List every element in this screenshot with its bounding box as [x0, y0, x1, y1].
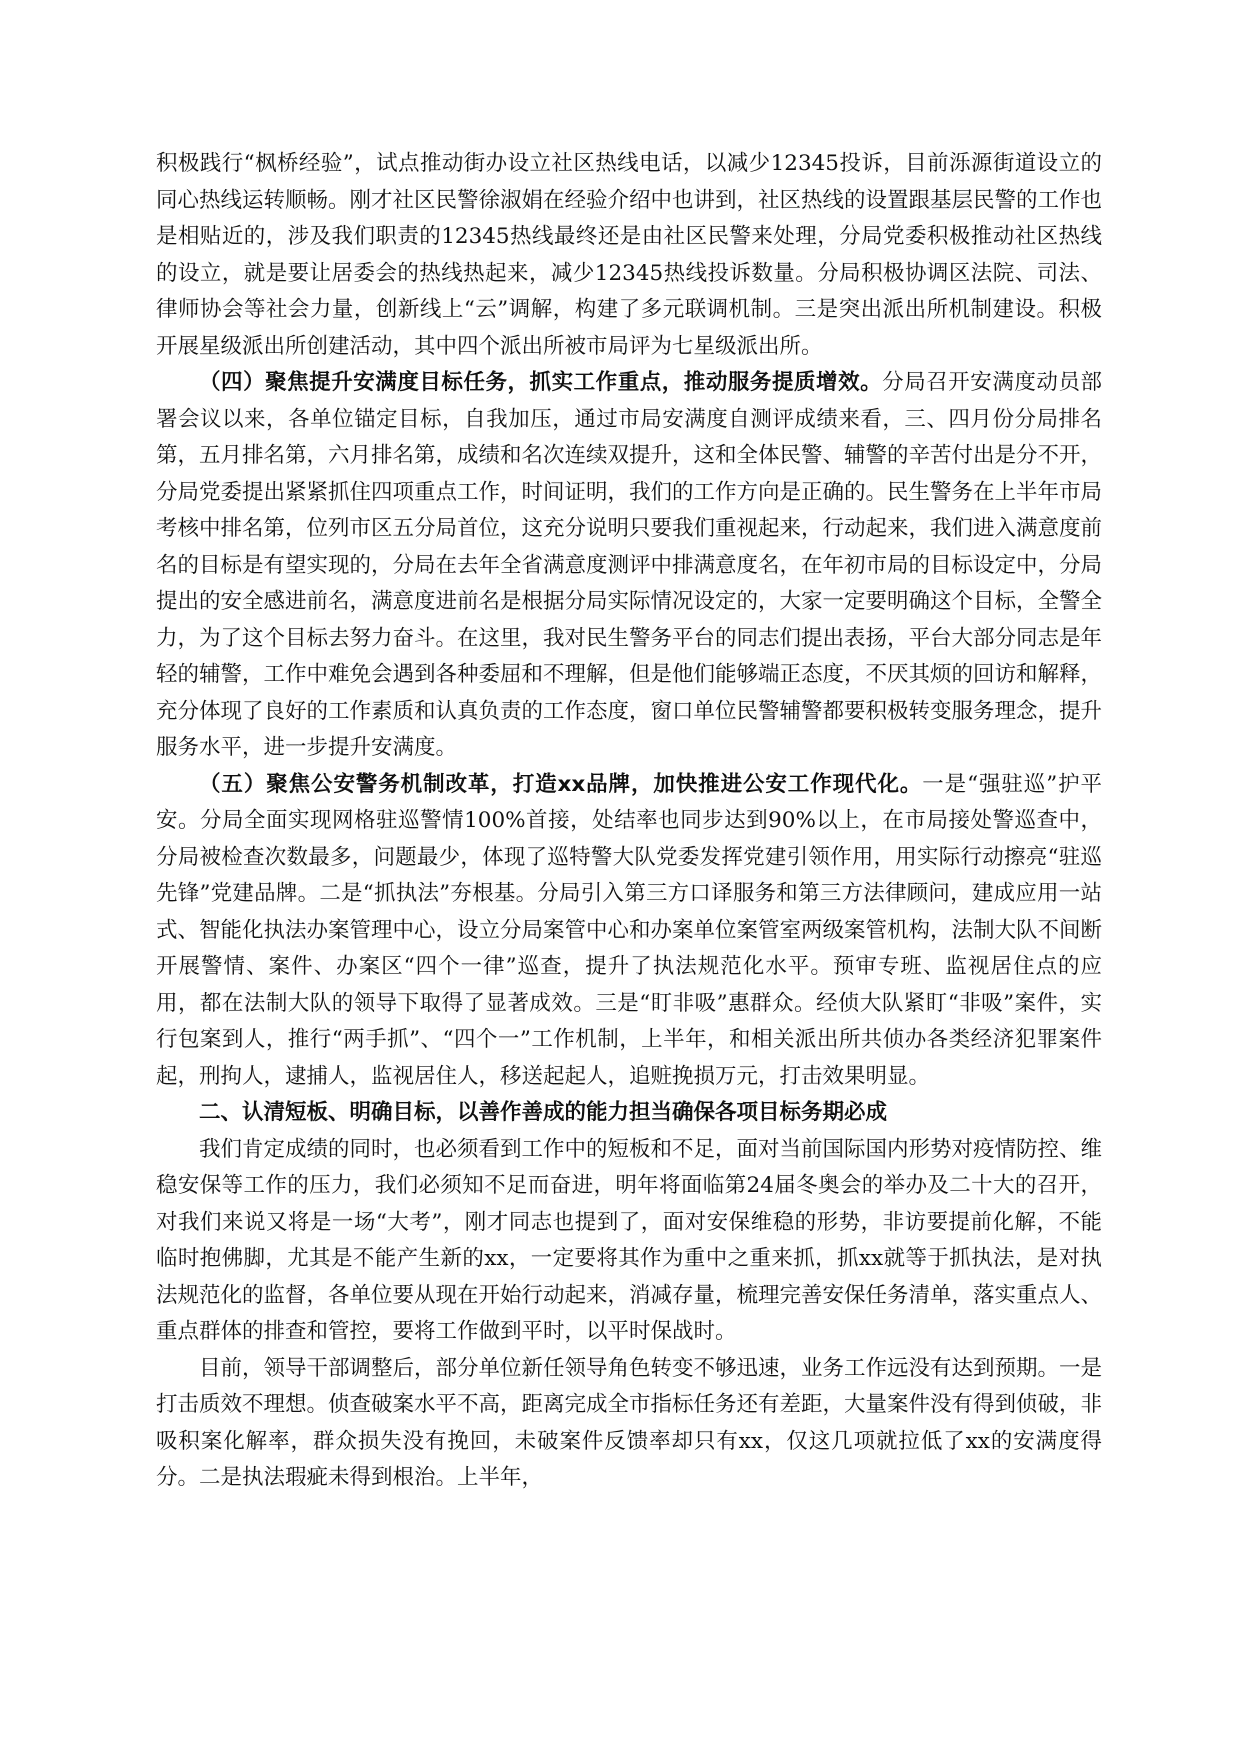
paragraph-reform — [156, 767, 1102, 1096]
section-heading-2: 二、认清短板、明确目标，以善作善成的能力担当确保各项目标务期必成 — [199, 1100, 888, 1125]
paragraph-text: 目前，领导干部调整后，部分单位新任领导角色转变不够迅速，业务工作远没有达到预期。一是打击质效不理想。侦查破案水平不高，距离完成全市指标任务还有差距，大量案件没有得到侦破，非吸积案化解率，群众损失没有挽回，未破案件反馈率却只有xx，仅这几项就拉低了xx的安满度得分。二是执法瑕疵未得到根治。上半年， — [156, 1355, 1103, 1490]
paragraph-text: 积极践行“枫桥经验”，试点推动街办设立社区热线电话，以减少12345投诉，目前泺源街道设立的同心热线运转顺畅。刚才社区民警徐淑娟在经验介绍中也讲到，社区热线的设置跟基层民警的工作也是相贴近的，涉及我们职责的12345热线最终还是由社区民警来处理，分局党委积极推动社区热线的设立，就是要让居委会的热线热起来，减少12345热线投诉数量。分局积极协调区法院、司法、律师协会等社会力量，创新线上“云”调解，构建了多元联调机制。三是突出派出所机制建设。积极开展星级派出所创建活动，其中四个派出所被市局评为七星级派出所。 — [156, 151, 1103, 359]
document-page — [156, 146, 1102, 1497]
paragraph-text: 分局召开安满度动员部署会议以来，各单位锚定目标，自我加压，通过市局安满度自测评成绩来看，三、四月份分局排名第，五月排名第，六月排名第，成绩和名次连续双提升，这和全体民警、辅警的辛苦付出是分不开，分局党委提出紧紧抓住四项重点工作，时间证明，我们的工作方向是正确的。民生警务在上半年市局考核中排名第，位列市区五分局首位，这充分说明只要我们重视起来，行动起来，我们进入满意度前名的目标是有望实现的，分局在去年全省满意度测评中排满意度名，在年初市局的目标设定中，分局提出的安全感进前名，满意度进前名是根据分局实际情况设定的，大家一定要明确这个目标，全警全力，为了这个目标去努力奋斗。在这里，我对民生警务平台的同志们提出表扬，平台大部分同志是年轻的辅警，工作中难免会遇到各种委屈和不理解，但是他们能够端正态度，不厌其烦的回访和解释，充分体现了良好的工作素质和认真负责的工作态度，窗口单位民警辅警都要积极转变服务理念，提升服务水平，进一步提升安满度。 — [156, 370, 1103, 760]
paragraph-text: 一是“强驻巡”护平安。分局全面实现网格驻巡警情100%首接，处结率也同步达到90%以上，在市局接处警巡查中，分局被检查次数最多，问题最少，体现了巡特警大队党委发挥党建引领作用，用实际行动擦亮“驻巡先锋”党建品牌。二是“抓执法”夯根基。分局引入第三方口译服务和第三方法律顾问，建成应用一站式、智能化执法办案管理中心，设立分局案管中心和办案单位案管室两级案管机构，法制大队不间断开展警情、案件、办案区“四个一律”巡查，提升了执法规范化水平。预审专班、监视居住点的应用，都在法制大队的领导下取得了显著成效。三是“盯非吸”惠群众。经侦大队紧盯“非吸”案件，实行包案到人，推行“两手抓”、“四个一”工作机制，上半年，和相关派出所共侦办各类经济犯罪案件起，刑拘人，逮捕人，监视居住人，移送起起人，追赃挽损万元，打击效果明显。 — [156, 771, 1103, 1089]
paragraph-lead: （五）聚焦公安警务机制改革，打造xx品牌，加快推进公安工作现代化。 — [199, 771, 923, 797]
paragraph-current — [156, 1351, 1102, 1497]
paragraph-text: 我们肯定成绩的同时，也必须看到工作中的短板和不足，面对当前国际国内形势对疫情防控、维稳安保等工作的压力，我们必须知不足而奋进，明年将面临第24届冬奥会的举办及二十大的召开，对我们来说又将是一场“大考”，刚才同志也提到了，面对安保维稳的形势，非访要提前化解，不能临时抱佛脚，尤其是不能产生新的xx，一定要将其作为重中之重来抓，抓xx就等于抓执法，是对执法规范化的监督，各单位要从现在开始行动起来，消减存量，梳理完善安保任务清单，落实重点人、重点群体的排查和管控，要将工作做到平时，以平时保战时。 — [156, 1136, 1103, 1344]
paragraph-fengqiao — [156, 146, 1102, 365]
paragraph-shortcomings — [156, 1132, 1102, 1351]
paragraph-lead: （四）聚焦提升安满度目标任务，抓实工作重点，推动服务提质增效。 — [199, 370, 883, 395]
paragraph-satisfaction — [156, 365, 1102, 767]
